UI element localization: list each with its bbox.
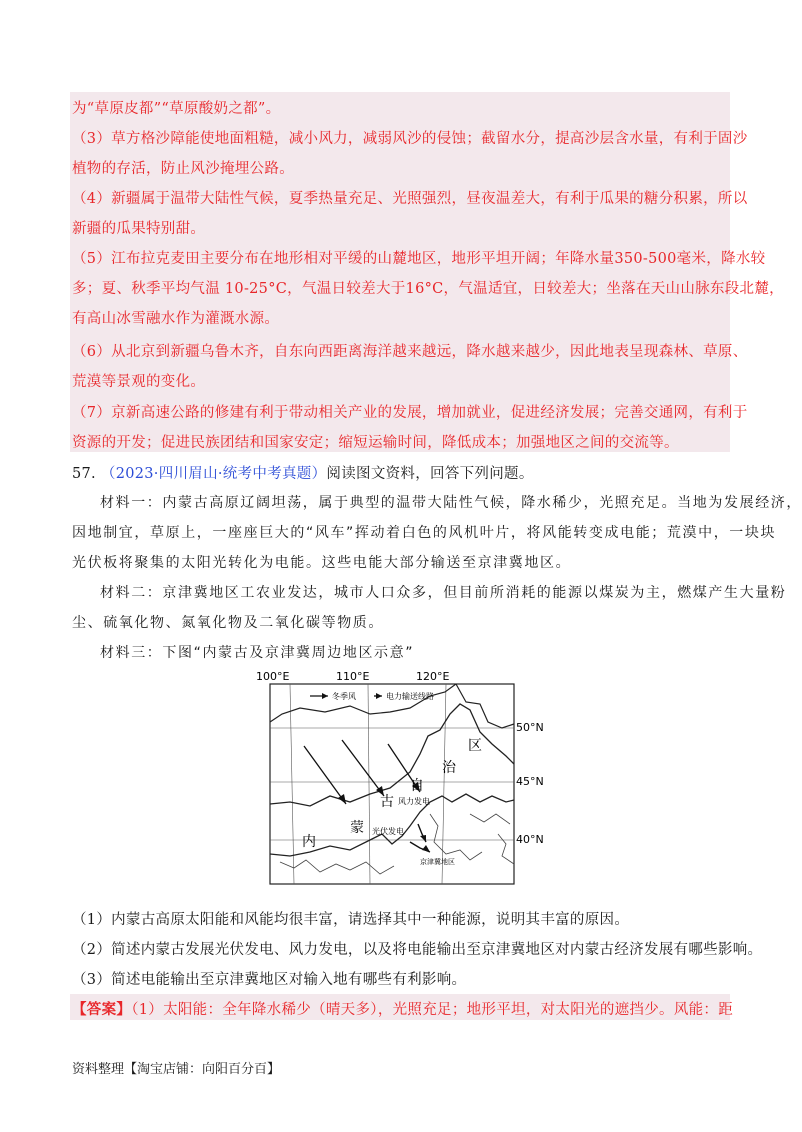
region-char: 蒙: [350, 820, 364, 836]
page-footer: 资料整理【淘宝店铺：向阳百分百】: [72, 1062, 281, 1077]
jjj-region-label: 京津冀地区: [420, 858, 455, 866]
answer-tag: 【答案】: [72, 1001, 132, 1018]
lat-label: 45°N: [516, 775, 544, 788]
answer-line: 有高山冰雪融水作为灌溉水源。: [72, 311, 280, 327]
region-map: [256, 670, 550, 884]
lon-label: 110°E: [336, 670, 370, 683]
answer-line: 为“草原皮都”“草原酸奶之都”。: [72, 101, 281, 117]
legend-monsoon-label: 冬季风: [332, 692, 356, 701]
sub-question: （3）简述电能输出至京津冀地区对输入地有哪些有利影响。: [72, 972, 467, 988]
answer-line: 植物的存活，防止风沙掩埋公路。: [72, 161, 294, 177]
answer-line: 多；夏、秋季平均气温 10-25°C，气温日较差大于16°C，气温适宜，日较差大；坐落在天山山脉东段北麓，: [72, 281, 784, 297]
region-char: 治: [442, 760, 456, 776]
material-line: 尘、硫氧化物、氮氧化物及二氧化碳等物质。: [72, 615, 384, 631]
region-char: 自: [410, 778, 424, 794]
answer-line: （5）江布拉克麦田主要分布在地形相对平缓的山麓地区，地形平坦开阔；年降水量350-500毫米，降水较: [72, 251, 766, 267]
material-line: 光伏板将聚集的太阳光转化为电能。这些电能大部分输送至京津冀地区。: [72, 555, 572, 571]
region-char: 古: [380, 794, 394, 810]
sub-question: （1）内蒙古高原太阳能和风能均很丰富，请选择其中一种能源，说明其丰富的原因。: [72, 912, 630, 928]
lon-label: 100°E: [256, 670, 290, 683]
material-line: 材料一：内蒙古高原辽阔坦荡，属于典型的温带大陆性气候，降水稀少，光照充足。当地为发展经济，: [100, 495, 802, 511]
region-char: 内: [302, 834, 316, 850]
answer-line: 资源的开发；促进民族团结和国家安定；缩短运输时间，降低成本；加强地区之间的交流等。: [72, 435, 679, 451]
answer-line: （3）草方格沙障能使地面粗糙，减小风力，减弱风沙的侵蚀；截留水分，提高沙层含水量，有利于固沙: [72, 131, 748, 147]
answer-text: （1）太阳能：全年降水稀少（晴天多），光照充足；地形平坦，对太阳光的遮挡少。风能：距: [131, 1002, 734, 1018]
solar-power-label: 光伏发电: [372, 827, 404, 836]
map-figure: [256, 670, 550, 884]
question-number: 57.: [72, 466, 96, 482]
map-frame: [270, 684, 514, 884]
lat-label: 40°N: [516, 833, 544, 846]
answer-line: （6）从北京到新疆乌鲁木齐，自东向西距离海洋越来越远，降水越来越少，因此地表呈现森林、草原、: [72, 344, 748, 360]
answer-line: 新疆的瓜果特别甜。: [72, 221, 206, 237]
question-header: [72, 462, 534, 483]
answer-line: （7）京新高速公路的修建有利于带动相关产业的发展，增加就业，促进经济发展；完善交通网，有利于: [72, 405, 748, 421]
lon-label: 120°E: [416, 670, 450, 683]
lat-label: 50°N: [516, 721, 544, 734]
sub-question: （2）简述内蒙古发展光伏发电、风力发电，以及将电能输出至京津冀地区对内蒙古经济发展有哪些影响。: [72, 942, 763, 958]
region-char: 区: [468, 738, 482, 754]
answer-line: 荒漠等景观的变化。: [72, 374, 206, 390]
material-line: 因地制宜，草原上，一座座巨大的“风车”挥动着白色的风机叶片，将风能转变成电能；荒漠中，一块块: [72, 525, 777, 541]
answer-line: [72, 998, 733, 1019]
question-source: （2023·四川眉山·统考中考真题）: [100, 466, 327, 482]
wind-power-label: 风力发电: [398, 797, 430, 806]
material-line: 材料二：京津冀地区工农业发达，城市人口众多，但目前所消耗的能源以煤炭为主，燃煤产生大量粉: [100, 585, 787, 601]
answer-line: （4）新疆属于温带大陆性气候，夏季热量充足、光照强烈，昼夜温差大，有利于瓜果的糖分积累，所以: [72, 191, 748, 207]
material-line: 材料三：下图“内蒙古及京津冀周边地区示意”: [100, 645, 415, 661]
question-prompt: 阅读图文资料，回答下列问题。: [326, 466, 534, 482]
legend-power-label: 电力输送线路: [386, 692, 434, 701]
